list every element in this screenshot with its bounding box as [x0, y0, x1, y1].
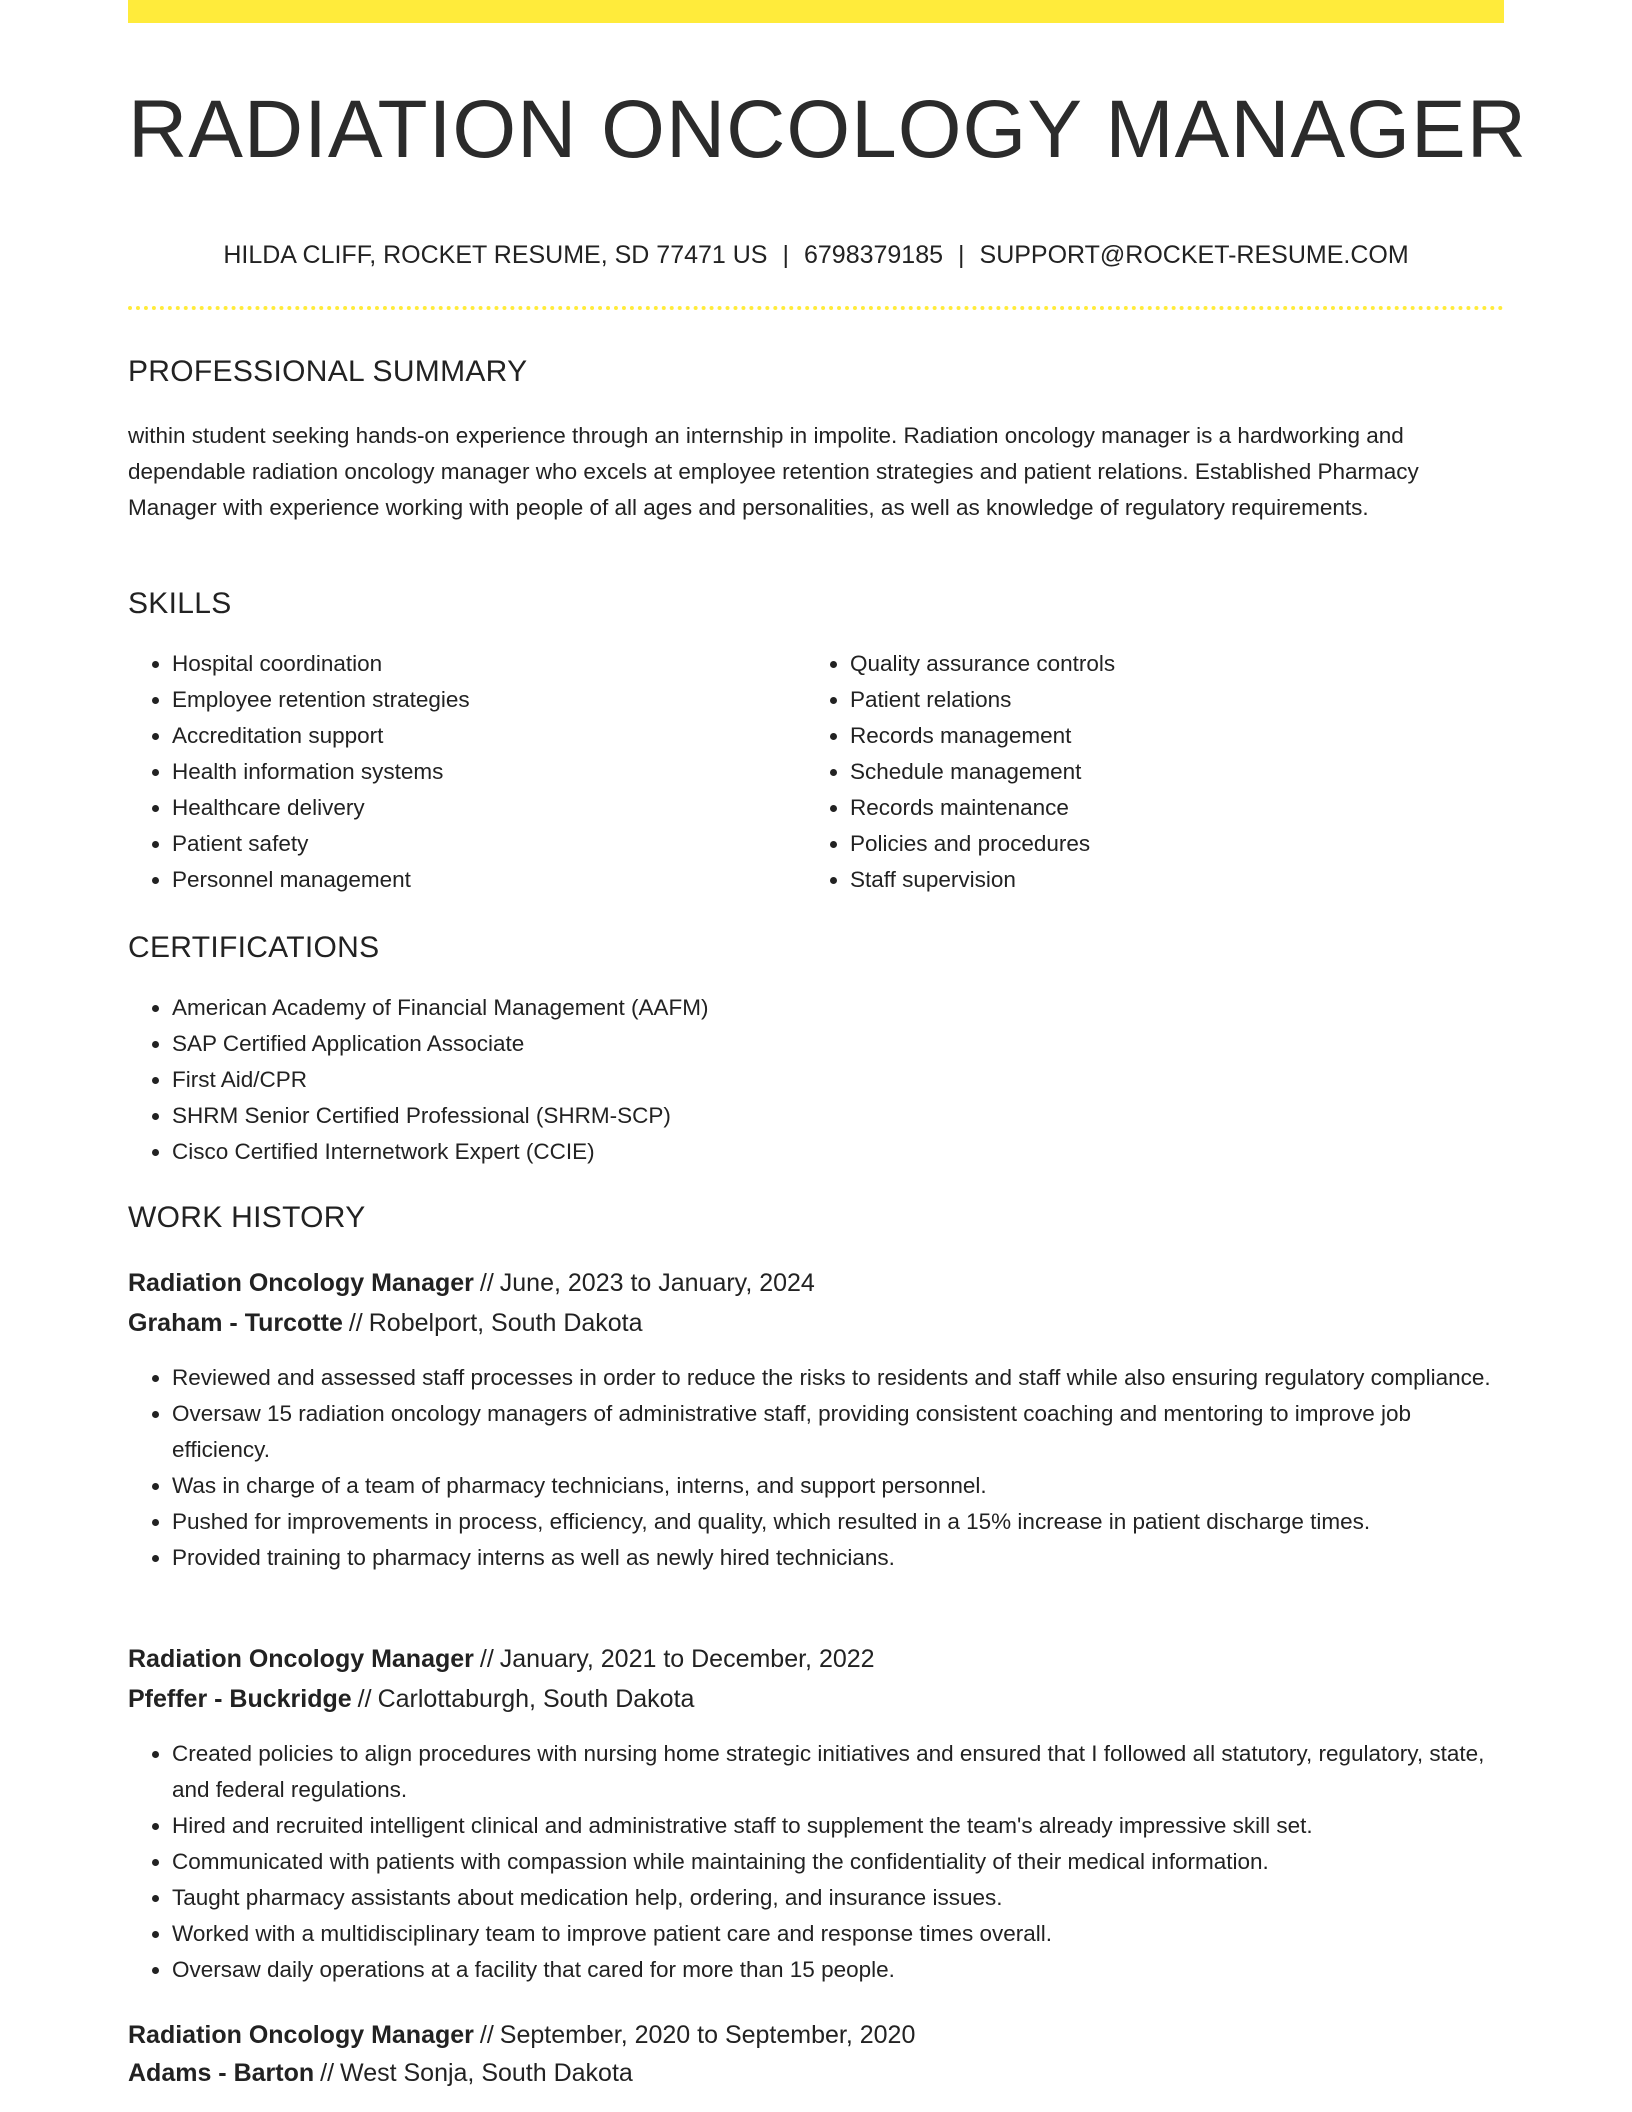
job-bullet: • Oversaw 15 radiation oncology managers of administrative staff, providing consistent coaching and mentoring to improve job efficiency. — [172, 1396, 1504, 1468]
contact-separator: | — [958, 241, 965, 269]
job-company: Graham - Turcotte — [128, 1309, 343, 1337]
job-location: Robelport, South Dakota — [368, 1309, 643, 1337]
top-accent-bar — [128, 0, 1504, 23]
job-bullet: • Communicated with patients with compassion while maintaining the confidentiality of their medical information. — [172, 1844, 1504, 1880]
skill-item: • Hospital coordination — [172, 646, 792, 682]
job-title: Radiation Oncology Manager — [128, 1645, 474, 1673]
job-divider: // — [357, 1685, 372, 1713]
job-location: Carlottaburgh, South Dakota — [377, 1685, 695, 1713]
job-company: Pfeffer - Buckridge — [128, 1685, 352, 1713]
job-bullet: • Reviewed and assessed staff processes in order to reduce the risks to residents and staff while also ensuring regulatory compliance. — [172, 1360, 1504, 1396]
contact-address: HILDA CLIFF, ROCKET RESUME, SD 77471 US — [223, 241, 768, 269]
job-bullet: • Taught pharmacy assistants about medication help, ordering, and insurance issues. — [172, 1880, 1504, 1916]
job-bullets — [128, 1360, 1504, 1576]
skill-item: • Staff supervision — [850, 862, 1490, 898]
skill-item: • Health information systems — [172, 754, 792, 790]
contact-line — [128, 238, 1504, 272]
job-bullet: • Worked with a multidisciplinary team to improve patient care and response times overall. — [172, 1916, 1504, 1952]
skill-item: • Quality assurance controls — [850, 646, 1490, 682]
job-bullet: • Provided training to pharmacy interns as well as newly hired technicians. — [172, 1540, 1504, 1576]
job-divider: // — [479, 1269, 494, 1297]
resume-title: RADIATION ONCOLOGY MANAGER — [128, 84, 1527, 175]
certification-item: • First Aid/CPR — [172, 1062, 1502, 1098]
job-company: Adams - Barton — [128, 2059, 315, 2087]
certifications-list — [128, 990, 1502, 1170]
job-title-line — [128, 1266, 815, 1300]
job-bullet: • Pushed for improvements in process, efficiency, and quality, which resulted in a 15% increase in patient discharge times. — [172, 1504, 1504, 1540]
certification-item: • American Academy of Financial Management (AAFM) — [172, 990, 1502, 1026]
job-dates: September, 2020 to September, 2020 — [499, 2021, 916, 2049]
header-divider — [128, 306, 1504, 310]
contact-phone: 6798379185 — [803, 241, 944, 269]
certification-item: • Cisco Certified Internetwork Expert (CCIE) — [172, 1134, 1502, 1170]
skill-item: • Schedule management — [850, 754, 1490, 790]
job-divider: // — [479, 1645, 494, 1673]
skills-heading: SKILLS — [128, 587, 232, 620]
certification-item: • SHRM Senior Certified Professional (SHRM-SCP) — [172, 1098, 1502, 1134]
job-location: West Sonja, South Dakota — [340, 2059, 633, 2087]
job-title: Radiation Oncology Manager — [128, 1269, 474, 1297]
skill-item: • Records management — [850, 718, 1490, 754]
contact-email: SUPPORT@ROCKET-RESUME.COM — [979, 241, 1409, 269]
job-dates: January, 2021 to December, 2022 — [499, 1645, 875, 1673]
job-title: Radiation Oncology Manager — [128, 2021, 474, 2049]
skills-list-right — [806, 646, 1490, 898]
skills-list-left — [128, 646, 792, 898]
skill-item: • Employee retention strategies — [172, 682, 792, 718]
skill-item: • Patient safety — [172, 826, 792, 862]
work-history-heading: WORK HISTORY — [128, 1201, 366, 1234]
job-bullet: • Oversaw daily operations at a facility that cared for more than 15 people. — [172, 1952, 1504, 1988]
certifications-heading: CERTIFICATIONS — [128, 931, 380, 964]
skill-item: • Policies and procedures — [850, 826, 1490, 862]
job-bullet: • Created policies to align procedures with nursing home strategic initiatives and ensured that I followed all statutory, regulatory, state, and federal regulations. — [172, 1736, 1504, 1808]
job-company-line — [128, 2056, 633, 2090]
job-title-line — [128, 2018, 915, 2052]
certification-item: • SAP Certified Application Associate — [172, 1026, 1502, 1062]
skill-item: • Personnel management — [172, 862, 792, 898]
skill-item: • Patient relations — [850, 682, 1490, 718]
job-company-line — [128, 1682, 694, 1716]
job-divider: // — [348, 1309, 363, 1337]
job-title-line — [128, 1642, 875, 1676]
job-divider: // — [320, 2059, 335, 2087]
skill-item: • Healthcare delivery — [172, 790, 792, 826]
contact-separator: | — [782, 241, 789, 269]
job-company-line — [128, 1306, 643, 1340]
summary-text: within student seeking hands-on experience through an internship in impolite. Radiation oncology manager is a hardworking and dependable radiation oncology manager who excels at employee retention strategies and patient relations. Established Pharmacy Manager with experience working with people of all ages and personalities, as well as knowledge of regulatory requirements. — [128, 423, 1419, 520]
job-bullet: • Hired and recruited intelligent clinical and administrative staff to supplement the team's already impressive skill set. — [172, 1808, 1504, 1844]
skill-item: • Accreditation support — [172, 718, 792, 754]
skill-item: • Records maintenance — [850, 790, 1490, 826]
summary-heading: PROFESSIONAL SUMMARY — [128, 355, 528, 388]
job-bullets — [128, 1736, 1504, 1988]
job-divider: // — [479, 2021, 494, 2049]
job-dates: June, 2023 to January, 2024 — [499, 1269, 815, 1297]
job-bullet: • Was in charge of a team of pharmacy technicians, interns, and support personnel. — [172, 1468, 1504, 1504]
